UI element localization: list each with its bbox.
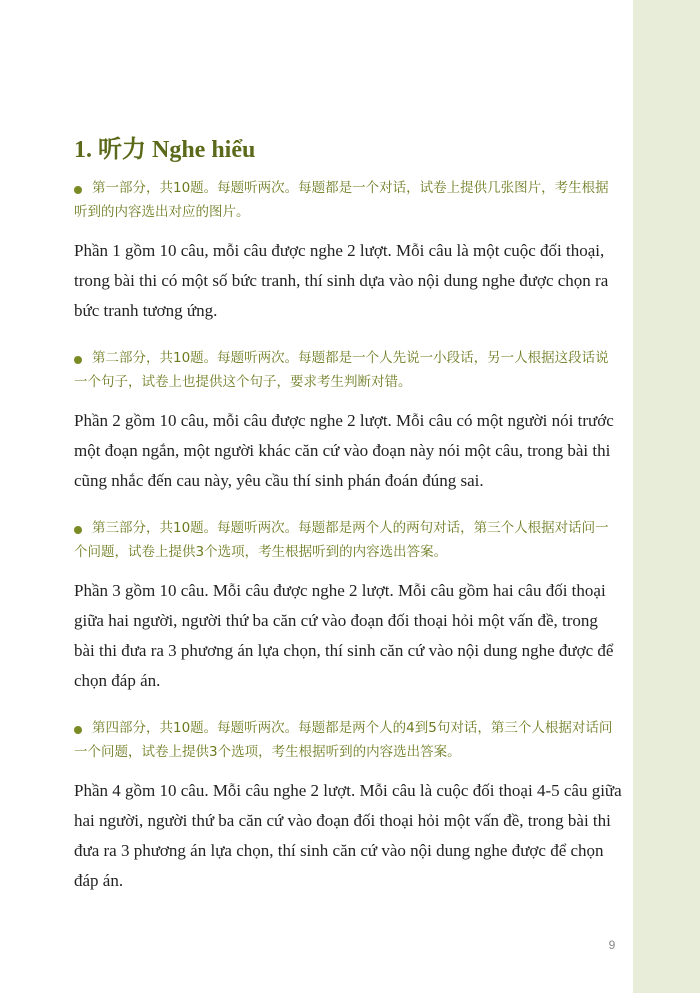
page-number: 9 [608,938,616,952]
section-title: 1. 听力 Nghe hiểu [74,137,256,163]
part-2-vietnamese: Phần 2 gồm 10 câu, mỗi câu được nghe 2 lượt. Mỗi câu có một người nói trước một đoạn ngắn, một người khác căn cứ vào đoạn này nói một câu, trong bài thi cũng nhắc đến cau này, yêu cầu thí sinh phán đoán đúng sai. [74,411,614,490]
part-3-chinese-text: 第三部分，共10题。每题听两次。每题都是两个人的两句对话，第三个人根据对话问一个问题，试卷上提供3个选项，考生根据听到的内容选出答案。 [74,520,609,560]
page-side-band [633,0,700,993]
part-1-vietnamese: Phần 1 gồm 10 câu, mỗi câu được nghe 2 lượt. Mỗi câu là một cuộc đối thoại, trong bài thi có một số bức tranh, thí sinh dựa vào nội dung nghe được chọn ra bức tranh tương ứng. [74,241,609,320]
bullet-dot-icon [74,526,82,534]
part-1-block [74,176,622,326]
page-content [74,132,622,916]
bullet-dot-icon [74,356,82,364]
part-2-chinese-text: 第二部分，共10题。每题听两次。每题都是一个人先说一小段话，另一人根据这段话说一个句子，试卷上也提供这个句子，要求考生判断对错。 [74,350,609,390]
part-1-chinese-text: 第一部分，共10题。每题听两次。每题都是一个对话，试卷上提供几张图片，考生根据听到的内容选出对应的图片。 [74,180,609,220]
part-4-chinese [74,716,622,764]
part-3-block [74,516,622,696]
part-1-chinese [74,176,622,224]
listening-parts [74,176,622,896]
part-2-block [74,346,622,496]
part-3-vietnamese: Phần 3 gồm 10 câu. Mỗi câu được nghe 2 lượt. Mỗi câu gồm hai câu đối thoại giữa hai người, người thứ ba căn cứ vào đoạn đối thoại hỏi một vấn đề, trong bài thi đưa ra 3 phương án lựa chọn, thí sinh căn cứ vào nội dung nghe được để chọn đáp án. [74,581,614,690]
bullet-dot-icon [74,726,82,734]
bullet-dot-icon [74,186,82,194]
part-2-chinese [74,346,622,394]
part-4-block [74,716,622,896]
part-4-chinese-text: 第四部分，共10题。每题听两次。每题都是两个人的4到5句对话，第三个人根据对话问一个问题，试卷上提供3个选项，考生根据听到的内容选出答案。 [74,720,613,760]
part-4-vietnamese: Phần 4 gồm 10 câu. Mỗi câu nghe 2 lượt. Mỗi câu là cuộc đối thoại 4-5 câu giữa hai người, người thứ ba căn cứ vào đoạn đối thoại hỏi một vấn đề, trong bài thi đưa ra 3 phương án lựa chọn, thí sinh căn cứ vào nội dung nghe được để chọn đáp án. [74,781,622,890]
part-3-chinese [74,516,622,564]
